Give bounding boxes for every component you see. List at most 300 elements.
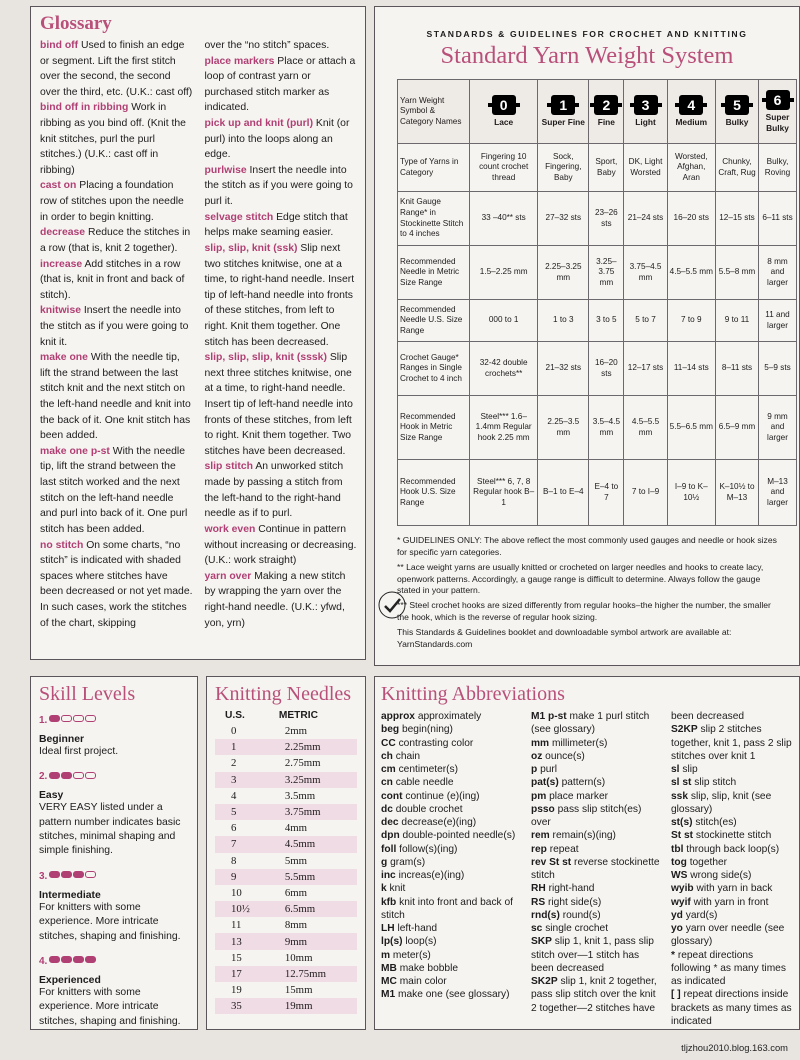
needle-metric-size: 2.75mm bbox=[284, 757, 321, 770]
yarn-table-cell: DK, Light Worsted bbox=[624, 144, 667, 192]
abbreviation-term: MC bbox=[381, 976, 397, 987]
yarn-table-cell: 33 –40** sts bbox=[470, 192, 538, 246]
abbreviation-meaning: slip 1, knit 1, pass slip stitch over—1 stitch has been decreased bbox=[531, 936, 654, 974]
yarn-row-label: Knit Gauge Range* in Stockinette Stitch to 4 inches bbox=[398, 192, 470, 246]
abbreviation-entry bbox=[381, 776, 521, 789]
glossary-definition: Knit (or purl) into the loops along an edge. bbox=[204, 118, 350, 161]
skill-level-number: 1. bbox=[39, 715, 48, 726]
knitting-needles-panel bbox=[206, 676, 366, 1030]
yarn-weight-3-icon: 3 bbox=[634, 95, 658, 115]
yarn-table-cell: 1.5–2.25 mm bbox=[470, 246, 538, 300]
abbreviation-term: p bbox=[531, 764, 538, 775]
needle-us-size: 7 bbox=[215, 836, 269, 852]
needle-row bbox=[215, 869, 357, 885]
abbreviation-entry bbox=[381, 975, 521, 988]
glossary-entry bbox=[205, 210, 358, 241]
abbreviation-meaning: knit bbox=[389, 883, 406, 895]
yarn-table-cell: 3.5–4.5 mm bbox=[589, 396, 624, 460]
yarn-weight-name: Fine bbox=[597, 117, 615, 128]
skill-pip bbox=[61, 956, 72, 963]
abbreviation-entry bbox=[671, 896, 795, 909]
needle-metric-size: 12.75mm bbox=[269, 966, 357, 982]
abbreviation-entry bbox=[381, 829, 521, 842]
abbreviation-meaning: slip stitch bbox=[694, 777, 737, 789]
glossary-definition: Place or attach a loop of contrast yarn or purchased stitch marker as indicated. bbox=[204, 55, 356, 114]
glossary-term: slip stitch bbox=[204, 461, 253, 473]
abbreviation-term: ch bbox=[381, 750, 393, 762]
abbreviation-entry bbox=[531, 750, 661, 763]
skill-level-heading bbox=[39, 951, 189, 969]
yarn-row-label: Type of Yarns in Category bbox=[398, 144, 470, 192]
glossary-definition: Work in ribbing as you bind off. (Knit the knit stitches, purl the purl stitches.) (U.K.: cast off in ribbing) bbox=[40, 102, 186, 176]
glossary-term: make one bbox=[40, 352, 88, 364]
yarn-table-row bbox=[398, 246, 797, 300]
abbreviation-term: st(s) bbox=[671, 817, 693, 828]
needle-metric-size: 9mm bbox=[269, 933, 357, 949]
abbreviation-meaning: left-hand bbox=[397, 923, 438, 934]
yarn-table-row bbox=[398, 460, 797, 526]
abbreviation-term: lp(s) bbox=[381, 936, 403, 948]
glossary-column-1 bbox=[40, 38, 193, 631]
abbreviation-term: LH bbox=[381, 923, 395, 934]
yarn-weight-name: Super Fine bbox=[541, 117, 585, 128]
yarn-table-row bbox=[398, 396, 797, 460]
needle-metric-size: 10mm bbox=[284, 951, 313, 964]
abbreviation-meaning: stitch(es) bbox=[695, 817, 737, 828]
abbreviation-meaning: round(s) bbox=[562, 909, 601, 921]
glossary-panel bbox=[30, 6, 366, 660]
glossary-term: knitwise bbox=[40, 305, 81, 317]
glossary-term: slip, slip, slip, knit (sssk) bbox=[204, 352, 327, 364]
yarn-table-cell: 3 to 5 bbox=[589, 300, 624, 342]
abbreviation-meaning: knit into front and back of stitch bbox=[381, 896, 513, 921]
glossary-definition: Add stitches in a row (that is, knit in front and back of stitch). bbox=[40, 258, 185, 301]
abbreviation-meaning: continue (e)(ing) bbox=[405, 790, 480, 802]
yarn-table-cell: 12–15 sts bbox=[715, 192, 758, 246]
yarn-table-cell: B–1 to E–4 bbox=[538, 460, 589, 526]
abbreviation-term: oz bbox=[531, 750, 543, 762]
abbreviation-entry bbox=[531, 922, 661, 935]
yarn-table-cell: Fingering 10 count crochet thread bbox=[470, 144, 538, 192]
abbreviation-entry bbox=[381, 763, 521, 776]
skill-level-name: Beginner bbox=[39, 734, 85, 745]
yarn-table-cell: 8–11 sts bbox=[715, 342, 758, 396]
glossary-entry bbox=[205, 350, 358, 459]
abbreviation-term: mm bbox=[531, 737, 550, 749]
needle-metric-size: 15mm bbox=[284, 984, 313, 997]
yarn-table-cell: Sport, Baby bbox=[589, 144, 624, 192]
abbreviations-column-3 bbox=[671, 710, 795, 1028]
abbreviation-meaning: pattern(s) bbox=[561, 777, 606, 789]
abbreviation-entry bbox=[381, 896, 521, 923]
yarn-table-cell: 21–32 sts bbox=[538, 342, 589, 396]
yarn-standards-logo bbox=[377, 590, 407, 620]
abbreviations-column-2 bbox=[531, 710, 661, 1028]
abbreviation-meaning: ounce(s) bbox=[545, 750, 585, 762]
yarn-table-cell: 5.5–8 mm bbox=[715, 246, 758, 300]
abbreviation-entry bbox=[671, 869, 795, 882]
abbreviation-entry bbox=[671, 909, 795, 922]
abbreviation-meaning: with yarn in front bbox=[693, 896, 769, 908]
glossary-entry bbox=[40, 444, 193, 538]
needle-row bbox=[215, 853, 357, 869]
abbreviation-entry bbox=[671, 922, 795, 949]
yarn-table-cell: 16–20 sts bbox=[667, 192, 715, 246]
needle-metric-size: 2.25mm bbox=[269, 739, 357, 755]
abbreviation-meaning: right side(s) bbox=[548, 896, 602, 908]
glossary-term: place markers bbox=[204, 55, 275, 67]
abbreviation-meaning: chain bbox=[395, 750, 421, 762]
abbreviation-entry bbox=[671, 790, 795, 817]
abbreviation-meaning: cable needle bbox=[395, 777, 454, 789]
abbreviation-term: RS bbox=[531, 896, 546, 908]
needle-metric-size: 5mm bbox=[284, 854, 308, 867]
glossary-definition: over the “no stitch” spaces. bbox=[204, 40, 330, 51]
skill-level-bar bbox=[49, 772, 96, 779]
yarn-weight-1-icon: 1 bbox=[551, 95, 575, 115]
standards-note: *** Steel crochet hooks are sized differently from regular hooks–the higher the number, the smaller the hook, which is the reverse of regular hook sizing. bbox=[397, 600, 771, 623]
yarn-table-row bbox=[398, 192, 797, 246]
abbreviation-meaning: yarn over needle (see glossary) bbox=[671, 923, 785, 948]
needle-us-size: 17 bbox=[215, 966, 269, 982]
yarn-table-cell: 12–17 sts bbox=[624, 342, 667, 396]
needle-us-size: 10 bbox=[231, 886, 242, 899]
abbreviation-entry bbox=[671, 816, 795, 829]
glossary-term: bind off bbox=[40, 40, 79, 51]
standards-title: Standard Yarn Weight System bbox=[440, 42, 734, 69]
yarn-table-cell: 2.25–3.25 mm bbox=[538, 246, 589, 300]
abbreviation-term: tbl bbox=[671, 843, 684, 855]
abbreviation-meaning: double-pointed needle(s) bbox=[402, 830, 516, 842]
skill-pip bbox=[73, 871, 84, 878]
skill-level bbox=[39, 951, 189, 1029]
abbreviation-meaning: gram(s) bbox=[390, 856, 426, 868]
yarn-table-cell: 16–20 sts bbox=[589, 342, 624, 396]
yarn-weight-name: Bulky bbox=[725, 117, 749, 128]
abbreviation-entry bbox=[381, 737, 521, 750]
needle-row bbox=[215, 901, 357, 917]
skill-pip bbox=[49, 772, 60, 779]
glossary-definition: Reduce the stitches in a row (that is, knit 2 together). bbox=[40, 227, 191, 254]
abbreviation-term: S2KP bbox=[671, 724, 698, 736]
needle-row bbox=[215, 917, 357, 933]
needle-us-size: 8 bbox=[231, 854, 237, 867]
yarn-table-cell: 7 to I–9 bbox=[624, 460, 667, 526]
skill-pip bbox=[85, 772, 96, 779]
abbreviation-term: pm bbox=[531, 790, 547, 802]
skill-pip bbox=[49, 956, 60, 963]
abbreviation-term: SK2P bbox=[531, 976, 558, 987]
abbreviation-term: cont bbox=[381, 790, 403, 802]
needle-metric-size: 4mm bbox=[284, 822, 308, 835]
yarn-table-cell: 3.25–3.75 mm bbox=[589, 246, 624, 300]
yarn-table-cell: 9 to 11 bbox=[715, 300, 758, 342]
needle-metric-size: 8mm bbox=[284, 919, 308, 932]
col-metric-header: METRIC bbox=[278, 710, 318, 721]
abbreviation-term: wyib bbox=[671, 883, 694, 895]
abbreviation-meaning: main color bbox=[399, 976, 447, 987]
needle-row bbox=[215, 966, 357, 982]
glossary-definition: With the needle tip, lift the strand between the last stitch worked and the next stitch on the left-hand needle and purl into back of it. One purl stitch has been added. bbox=[40, 445, 188, 535]
abbreviation-meaning: approximately bbox=[417, 711, 482, 722]
skill-pip bbox=[61, 715, 72, 722]
abbreviation-entry bbox=[671, 949, 795, 989]
abbreviation-term: psso bbox=[531, 803, 555, 815]
abbreviation-meaning: make one (see glossary) bbox=[398, 989, 510, 1001]
standards-note: ** Lace weight yarns are usually knitted or crocheted on larger needles and hooks to create lacy, openwork patterns. Accordingly, a gauge range is difficult to determine. Always follow the gauge stated in your pattern. bbox=[397, 561, 764, 596]
abbreviation-entry bbox=[531, 829, 661, 842]
needle-row bbox=[215, 804, 357, 820]
col-us-header: U.S. bbox=[225, 710, 245, 721]
abbreviation-meaning: right-hand bbox=[548, 883, 595, 895]
glossary-entry bbox=[205, 116, 358, 163]
abbreviation-entry bbox=[531, 856, 661, 883]
standards-note: * GUIDELINES ONLY: The above reflect the most commonly used gauges and needle or hook sizes for specific yarn categories. bbox=[397, 535, 777, 557]
abbreviation-entry bbox=[531, 882, 661, 895]
abbreviation-meaning: increas(e)(ing) bbox=[398, 870, 465, 881]
abbreviation-entry bbox=[381, 869, 521, 882]
abbreviation-term: RH bbox=[531, 883, 546, 895]
needle-row bbox=[215, 755, 357, 771]
yarn-table-row bbox=[398, 342, 797, 396]
yarn-table-cell: 11–14 sts bbox=[667, 342, 715, 396]
yarn-weight-0-icon: 0 bbox=[492, 95, 516, 115]
needle-row bbox=[215, 772, 357, 788]
yarn-table-cell: E–4 to 7 bbox=[589, 460, 624, 526]
abbreviation-entry bbox=[381, 710, 521, 723]
abbreviation-entry bbox=[531, 776, 661, 789]
yarn-table-cell: Steel*** 6, 7, 8 Regular hook B–1 bbox=[470, 460, 538, 526]
abbreviation-meaning: place marker bbox=[549, 790, 609, 802]
skill-pip bbox=[73, 772, 84, 779]
yarn-row-label: Recommended Hook in Metric Size Range bbox=[398, 396, 470, 460]
needle-us-size: 0 bbox=[231, 725, 237, 738]
yarn-row-label: Recommended Needle in Metric Size Range bbox=[398, 246, 470, 300]
abbreviation-meaning: pass slip stitch(es) over bbox=[531, 803, 642, 828]
yarn-header-label: Yarn Weight Symbol & Category Names bbox=[398, 80, 470, 144]
abbreviation-entry bbox=[381, 949, 521, 962]
glossary-definition: Slip next two stitches knitwise, one at a time, to right-hand needle. Insert tip of left-hand needle into fronts of these stitches, from left to right. Knit them together. One stitch has been decreased. bbox=[204, 242, 355, 348]
skill-level bbox=[39, 710, 189, 759]
yarn-table-cell: 4.5–5.5 mm bbox=[667, 246, 715, 300]
yarn-weight-name: Medium bbox=[675, 117, 708, 128]
abbreviation-meaning: make 1 purl stitch (see glossary) bbox=[531, 711, 650, 736]
glossary-entry bbox=[205, 241, 358, 350]
skill-pip bbox=[49, 715, 60, 722]
yarn-table-cell: 6.5–9 mm bbox=[715, 396, 758, 460]
glossary-entry bbox=[40, 38, 193, 100]
abbreviation-entry bbox=[671, 856, 795, 869]
yarn-table-cell: 3.75–4.5 mm bbox=[624, 246, 667, 300]
abbreviation-meaning: stockinette stitch bbox=[695, 830, 772, 842]
skill-level-number: 3. bbox=[39, 870, 48, 882]
skill-level-description: For knitters with some experience. More intricate stitches, shaping and finishing. bbox=[39, 901, 181, 942]
needle-us-size: 5 bbox=[215, 804, 269, 820]
yarn-row-label: Crochet Gauge* Ranges in Single Crochet to 4 inch bbox=[398, 342, 470, 396]
abbreviation-term: cm bbox=[381, 764, 396, 775]
yarn-weight-name: Lace bbox=[494, 117, 514, 128]
abbreviation-entry bbox=[531, 843, 661, 856]
skill-level-name: Experienced bbox=[39, 974, 101, 986]
standards-kicker: STANDARDS & GUIDELINES FOR CROCHET AND KNITTING bbox=[426, 29, 748, 39]
abbreviation-term: wyif bbox=[671, 896, 691, 908]
needle-row bbox=[215, 933, 357, 949]
abbreviation-entry bbox=[671, 882, 795, 895]
skill-level-description: Ideal first project. bbox=[39, 746, 119, 757]
abbreviation-term: * bbox=[671, 949, 675, 961]
yarn-table-cell: Steel*** 1.6–1.4mm Regular hook 2.25 mm bbox=[470, 396, 538, 460]
needle-us-size: 4 bbox=[231, 789, 237, 802]
abbreviation-entry bbox=[531, 909, 661, 922]
glossary-definition: With the needle tip, lift the strand between the last stitch knit and the next stitch on the left-hand needle and knit into the back of it. One knit stitch has been added. bbox=[40, 352, 191, 442]
abbreviation-term: beg bbox=[381, 724, 400, 736]
yarn-weight-6-icon: 6 bbox=[766, 90, 790, 110]
yarn-table-cell: 5 to 7 bbox=[624, 300, 667, 342]
yarn-weight-2-icon: 2 bbox=[594, 95, 618, 115]
abbreviation-entry bbox=[381, 816, 521, 829]
abbreviations-panel bbox=[374, 676, 800, 1030]
yarn-weight-header bbox=[624, 80, 667, 144]
yarn-table-cell: M–13 and larger bbox=[759, 460, 797, 526]
abbreviation-meaning: follow(s)(ing) bbox=[399, 843, 458, 855]
glossary-entry bbox=[40, 257, 193, 304]
abbreviation-meaning: purl bbox=[540, 764, 558, 775]
needle-row bbox=[215, 950, 357, 966]
yarn-weight-header bbox=[589, 80, 624, 144]
needle-row bbox=[215, 998, 357, 1014]
yarn-table-cell: Worsted, Afghan, Aran bbox=[667, 144, 715, 192]
yarn-table-cell: 7 to 9 bbox=[667, 300, 715, 342]
yarn-row-label: Recommended Hook U.S. Size Range bbox=[398, 460, 470, 526]
glossary-entry bbox=[40, 303, 193, 350]
abbreviation-term: k bbox=[381, 883, 387, 895]
abbreviation-term: kfb bbox=[381, 896, 397, 908]
abbreviation-meaning: through back loop(s) bbox=[686, 843, 780, 855]
abbreviation-term: m bbox=[381, 949, 391, 961]
abbreviation-term: WS bbox=[671, 870, 688, 881]
skill-level-heading bbox=[39, 710, 189, 728]
abbreviation-term: SKP bbox=[531, 936, 552, 948]
abbreviation-term: yo bbox=[671, 923, 683, 934]
abbreviation-meaning: repeat bbox=[549, 843, 579, 855]
needle-row bbox=[215, 788, 357, 804]
abbreviation-meaning: single crochet bbox=[545, 923, 609, 934]
abbreviation-entry bbox=[531, 935, 661, 975]
yarn-weight-header bbox=[538, 80, 589, 144]
glossary-term: decrease bbox=[40, 227, 86, 239]
skill-levels-title: Skill Levels bbox=[39, 683, 136, 705]
abbreviation-meaning: millimeter(s) bbox=[551, 737, 608, 749]
skill-pip bbox=[73, 715, 84, 722]
skill-level-description: For knitters with some experience. More intricate stitches, shaping and finishing. bbox=[39, 986, 181, 1027]
abbreviation-entry bbox=[531, 710, 661, 737]
glossary-term: increase bbox=[40, 258, 83, 270]
abbreviation-entry bbox=[671, 829, 795, 842]
abbreviation-term: dc bbox=[381, 803, 393, 815]
needle-us-size: 6 bbox=[231, 822, 237, 835]
skill-pip bbox=[85, 871, 96, 878]
abbreviation-term: dpn bbox=[381, 830, 400, 842]
abbreviation-entry bbox=[531, 975, 661, 1015]
abbreviation-meaning: decrease(e)(ing) bbox=[401, 817, 477, 828]
glossary-definition: Continue in pattern without increasing or decreasing. (U.K.: work straight) bbox=[204, 523, 357, 567]
abbreviation-meaning: been decreased bbox=[671, 711, 745, 722]
abbreviation-entry bbox=[671, 763, 795, 776]
yarn-table-cell: I–9 to K–10½ bbox=[667, 460, 715, 526]
skill-level bbox=[39, 866, 189, 944]
abbreviation-entry bbox=[671, 843, 795, 856]
abbreviation-meaning: together bbox=[689, 856, 728, 868]
glossary-entry bbox=[40, 350, 193, 444]
needle-us-size: 11 bbox=[231, 919, 242, 932]
glossary-term: purlwise bbox=[204, 164, 247, 176]
abbreviation-term: rep bbox=[531, 843, 547, 855]
needle-row bbox=[215, 739, 357, 755]
glossary-entry bbox=[40, 538, 193, 632]
abbreviation-term: M1 bbox=[381, 989, 396, 1001]
abbreviation-meaning: contrasting color bbox=[398, 737, 474, 749]
abbreviation-meaning: double crochet bbox=[395, 803, 463, 815]
skill-level-name: Intermediate bbox=[39, 889, 101, 901]
abbreviation-term: ssk bbox=[671, 790, 688, 802]
glossary-definition: Insert the needle into the stitch as if you were going to purl it. bbox=[204, 164, 353, 208]
yarn-weight-header bbox=[667, 80, 715, 144]
yarn-weight-name: Light bbox=[635, 117, 656, 128]
abbreviation-meaning: with yarn in back bbox=[696, 883, 773, 895]
yarn-weight-header bbox=[470, 80, 538, 144]
abbreviation-entry bbox=[381, 882, 521, 895]
abbreviation-entry bbox=[531, 737, 661, 750]
yarn-table-cell: 1 to 3 bbox=[538, 300, 589, 342]
glossary-entry bbox=[205, 163, 358, 210]
abbreviations-title: Knitting Abbreviations bbox=[381, 683, 565, 705]
abbreviation-entry bbox=[531, 896, 661, 909]
needle-us-size: 35 bbox=[215, 998, 269, 1014]
yarn-table-cell: 8 mm and larger bbox=[759, 246, 797, 300]
abbreviation-meaning: make bobble bbox=[399, 962, 459, 974]
yarn-weight-table bbox=[397, 79, 797, 526]
skill-pip bbox=[49, 871, 60, 878]
glossary-term: cast on bbox=[40, 180, 77, 192]
yarn-table-cell: 9 mm and larger bbox=[759, 396, 797, 460]
needle-us-size: 15 bbox=[231, 951, 242, 964]
glossary-definition: Used to finish an edge or segment. Lift the first stitch over the second, the second over the third, etc. (U.K.: cast off) bbox=[40, 40, 193, 98]
abbreviation-term: cn bbox=[381, 777, 393, 789]
abbreviation-term: inc bbox=[381, 870, 396, 881]
skill-pip bbox=[73, 956, 84, 963]
yarn-weight-header bbox=[759, 80, 797, 144]
abbreviation-entry bbox=[531, 790, 661, 803]
glossary-definition: Placing a foundation row of stitches upon the needle in order to begin knitting. bbox=[40, 180, 184, 223]
glossary-term: make one p-st bbox=[40, 445, 110, 457]
abbreviation-entry bbox=[671, 776, 795, 789]
glossary-entry bbox=[40, 178, 193, 225]
yarn-weight-4-icon: 4 bbox=[679, 95, 703, 115]
abbreviation-meaning: slip 1, knit 2 together, pass slip stitch over the knit 2 together—2 stitches have bbox=[531, 976, 657, 1014]
abbreviation-entry bbox=[381, 790, 521, 803]
needle-row bbox=[215, 982, 357, 998]
abbreviation-meaning: slip bbox=[682, 764, 698, 775]
needle-metric-size: 4.5mm bbox=[269, 836, 357, 852]
abbreviation-term: MB bbox=[381, 962, 397, 974]
needle-us-size: 19 bbox=[231, 984, 242, 997]
abbreviation-entry bbox=[381, 962, 521, 975]
skill-level-heading bbox=[39, 866, 189, 884]
glossary-term: bind off in ribbing bbox=[40, 102, 129, 114]
yarn-table-cell: 23–26 sts bbox=[589, 192, 624, 246]
needle-row bbox=[215, 836, 357, 852]
glossary-term: pick up and knit (purl) bbox=[204, 118, 314, 130]
